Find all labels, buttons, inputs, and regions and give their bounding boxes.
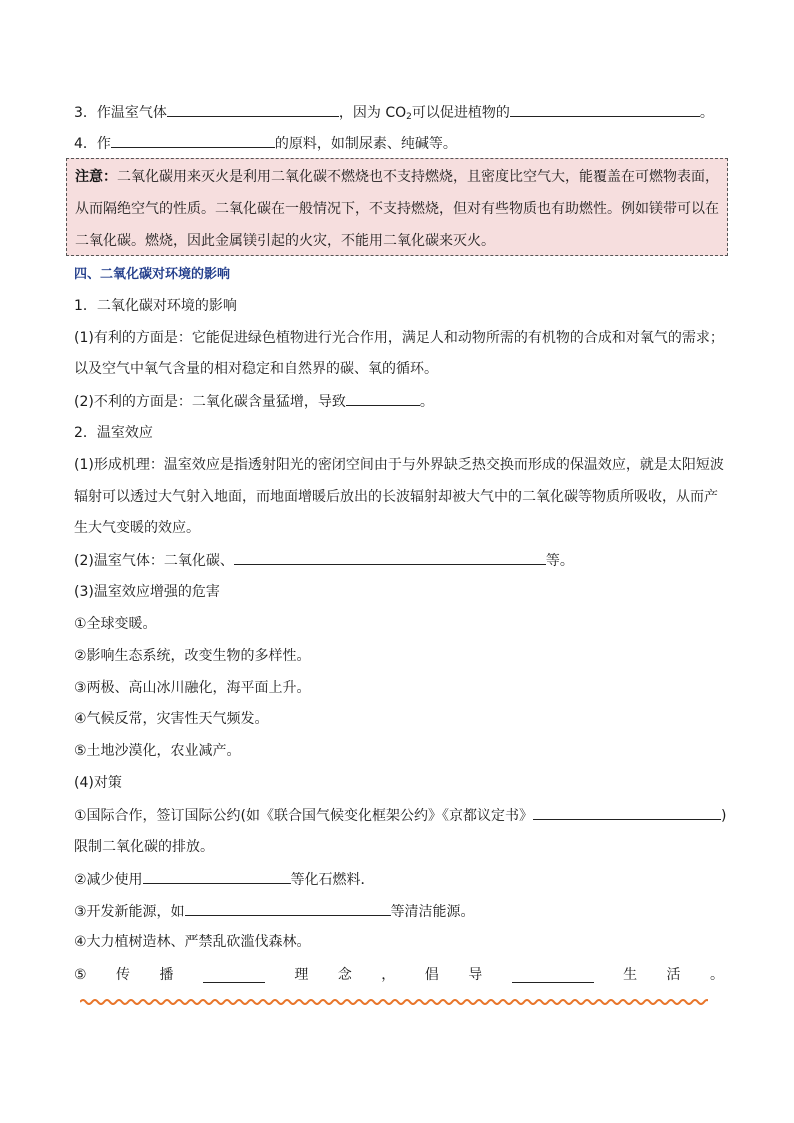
text: ①国际合作，签订国际公约(如《联合国气候变化框架公约》《京都议定书》 — [74, 808, 534, 824]
subscript: 2 — [406, 112, 412, 122]
subsection-title-2: 2．温室效应 — [74, 425, 153, 441]
item-3 — [74, 102, 714, 122]
char: 念 — [337, 967, 352, 983]
char: 理 — [294, 967, 309, 983]
wavy-divider — [80, 996, 708, 1008]
text: ③开发新能源，如 — [74, 904, 185, 920]
fill-blank[interactable] — [346, 391, 420, 406]
list-item — [74, 805, 726, 825]
paragraph: (1)有利的方面是：它能促进绿色植物进行光合作用，满足人和动物所需的有机物的合成和对氧气的需求； — [74, 330, 724, 346]
char: 生 — [623, 967, 638, 983]
item-3-text-a: 3．作温室气体 — [74, 105, 167, 121]
text: (2)温室气体：二氧化碳、 — [74, 553, 234, 569]
fill-blank[interactable] — [203, 968, 265, 983]
fill-blank[interactable] — [510, 102, 700, 117]
list-item: 限制二氧化碳的排放。 — [74, 839, 214, 855]
fill-blank[interactable] — [533, 805, 721, 820]
char: 。 — [710, 967, 724, 983]
fill-blank[interactable] — [167, 102, 339, 117]
paragraph: (1)形成机理：温室效应是指透射阳光的密闭空间由于与外界缺乏热交换而形成的保温效应，就是太阳短波 — [74, 457, 724, 473]
fill-blank[interactable] — [185, 901, 391, 916]
note-line-2: 从而隔绝空气的性质。二氧化碳在一般情况下，不支持燃烧，但对有些物质也有助燃性。例如镁带可以在 — [75, 201, 719, 217]
char: 活 — [666, 967, 681, 983]
note-text: 二氧化碳用来灭火是利用二氧化碳不燃烧也不支持燃烧，且密度比空气大，能覆盖在可燃物表面， — [117, 169, 719, 185]
list-item: ①全球变暖。 — [74, 616, 157, 632]
text: (2)不利的方面是：二氧化碳含量猛增，导致 — [74, 394, 346, 410]
list-item — [74, 901, 475, 921]
fill-blank[interactable] — [512, 968, 594, 983]
punct: 。 — [699, 105, 714, 121]
item-3-text-c: 可以促进植物的 — [411, 105, 510, 121]
note-line-1 — [75, 167, 719, 187]
note-box — [66, 158, 728, 256]
list-item: ④大力植树造林、严禁乱砍滥伐森林。 — [74, 934, 311, 950]
char: 传 — [116, 967, 131, 983]
item-4-text-b: 的原料，如制尿素、纯碱等。 — [274, 136, 457, 152]
paragraph: 生大气变暖的效应。 — [74, 520, 200, 536]
char: 倡 — [424, 967, 439, 983]
list-item: ②影响生态系统，改变生物的多样性。 — [74, 648, 311, 664]
fill-blank[interactable] — [234, 550, 546, 565]
list-item: ③两极、高山冰川融化，海平面上升。 — [74, 680, 311, 696]
subsection-title-1: 1．二氧化碳对环境的影响 — [74, 298, 237, 314]
char: ， — [381, 967, 396, 983]
note-label: 注意： — [75, 169, 117, 185]
paragraph-blank — [74, 391, 434, 411]
text: ②减少使用 — [74, 872, 143, 888]
punct: 等。 — [545, 553, 574, 569]
punct: 。 — [419, 394, 434, 410]
list-item: ④气候反常，灾害性天气频发。 — [74, 711, 269, 727]
paragraph: 以及空气中氧气含量的相对稳定和自然界的碳、氧的循环。 — [74, 361, 438, 377]
char: 播 — [159, 967, 174, 983]
text: 等清洁能源。 — [390, 904, 475, 920]
paragraph: (3)温室效应增强的危害 — [74, 584, 220, 600]
note-line-3: 二氧化碳。燃烧，因此金属镁引起的火灾，不能用二氧化碳来灭火。 — [75, 233, 495, 249]
item-4 — [74, 133, 457, 153]
list-item — [74, 869, 375, 889]
item-3-text-b: ，因为 CO — [338, 105, 407, 121]
paragraph: (4)对策 — [74, 775, 122, 791]
item-4-text-a: 4．作 — [74, 136, 111, 152]
char: 导 — [468, 967, 483, 983]
fill-blank[interactable] — [143, 869, 291, 884]
punct: ) — [721, 808, 727, 824]
section-heading: 四、二氧化碳对环境的影响 — [74, 267, 231, 282]
paragraph-blank — [74, 550, 574, 570]
list-item-spread — [74, 963, 724, 987]
paragraph: 辐射可以透过大气射入地面，而地面增暖后放出的长波辐射却被大气中的二氧化碳等物质所吸收，从而产 — [74, 489, 718, 505]
list-item: ⑤土地沙漠化，农业减产。 — [74, 743, 241, 759]
fill-blank[interactable] — [111, 133, 275, 148]
char: ⑤ — [74, 967, 87, 983]
text: 等化石燃料． — [290, 872, 375, 888]
